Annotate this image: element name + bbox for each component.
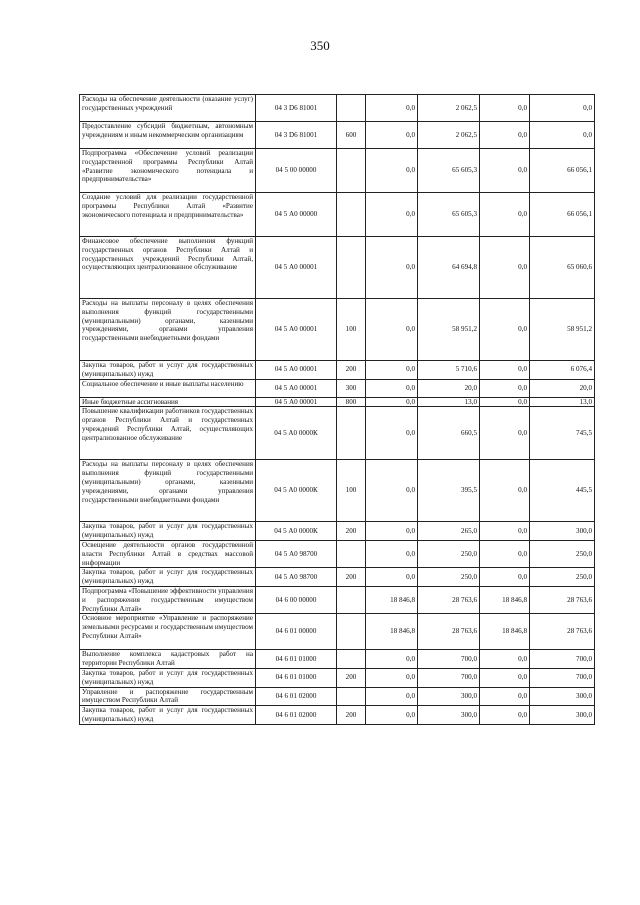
table-row [80,379,595,397]
table-row [80,407,595,460]
row-value-4: 300,0 [530,687,595,706]
row-value-2: 300,0 [418,706,480,725]
row-name: Финансовое обеспечение выполнения функций государственных органов Республики Алтай и государственных учреждений Республики Алтай, осуществляющих централизованное обслуживание [80,237,256,299]
row-name: Иные бюджетные ассигнования [80,397,256,407]
row-expense-type: 600 [337,122,366,149]
row-value-3: 0,0 [480,237,530,299]
row-value-1: 0,0 [366,379,418,397]
row-value-1: 0,0 [366,361,418,380]
row-value-2: 28 763,6 [418,614,480,650]
row-value-4: 745,5 [530,407,595,460]
row-value-1: 0,0 [366,122,418,149]
row-value-3: 0,0 [480,397,530,407]
row-value-2: 2 062,5 [418,122,480,149]
budget-table-body [80,95,595,725]
row-value-4: 66 056,1 [530,149,595,193]
row-value-3: 18 846,8 [480,614,530,650]
row-value-4: 28 763,6 [530,586,595,613]
row-expense-type [337,407,366,460]
row-expense-type [337,237,366,299]
row-program-code: 04 5 А0 0000К [256,407,337,460]
row-expense-type: 200 [337,568,366,587]
row-value-2: 265,0 [418,522,480,541]
row-program-code: 04 6 01 01000 [256,650,337,669]
row-value-3: 18 846,8 [480,586,530,613]
row-value-1: 0,0 [366,149,418,193]
row-value-2: 5 710,6 [418,361,480,380]
row-value-1: 0,0 [366,706,418,725]
row-value-4: 20,0 [530,379,595,397]
row-name: Создание условий для реализации государственной программы Республики Алтай «Развитие экономического потенциала и предпринимательства» [80,193,256,237]
row-value-3: 0,0 [480,95,530,122]
row-name: Предоставление субсидий бюджетным, автономным учреждениям и иным некоммерческим организациям [80,122,256,149]
row-expense-type: 200 [337,522,366,541]
row-program-code: 04 5 А0 00001 [256,237,337,299]
row-program-code: 04 3 D6 81001 [256,95,337,122]
row-name: Подпрограмма «Обеспечение условий реализации государственной программы Республики Алтай «Развитие экономического потенциала и предпринимательства» [80,149,256,193]
row-value-4: 250,0 [530,568,595,587]
row-value-1: 0,0 [366,650,418,669]
row-value-2: 64 694,8 [418,237,480,299]
row-value-1: 0,0 [366,668,418,687]
row-value-3: 0,0 [480,568,530,587]
row-value-4: 700,0 [530,668,595,687]
row-name: Повышение квалификации работников государственных органов Республики Алтай и государственных учреждений Республики Алтай, осуществляющих централизованное обслуживание [80,407,256,460]
row-value-1: 0,0 [366,540,418,567]
row-program-code: 04 5 А0 0000К [256,460,337,522]
row-value-2: 2 062,5 [418,95,480,122]
row-value-4: 28 763,6 [530,614,595,650]
row-program-code: 04 5 А0 00001 [256,361,337,380]
row-expense-type: 200 [337,361,366,380]
row-value-1: 0,0 [366,687,418,706]
row-value-2: 300,0 [418,687,480,706]
row-expense-type [337,540,366,567]
row-value-1: 0,0 [366,460,418,522]
row-value-1: 0,0 [366,397,418,407]
budget-table [79,94,595,725]
row-value-3: 0,0 [480,650,530,669]
row-value-2: 20,0 [418,379,480,397]
row-value-1: 18 846,8 [366,586,418,613]
row-expense-type: 200 [337,706,366,725]
row-value-4: 13,0 [530,397,595,407]
row-value-2: 660,5 [418,407,480,460]
row-value-1: 0,0 [366,568,418,587]
row-name: Расходы на выплаты персоналу в целях обеспечения выполнения функций государственными (муниципальными) органами, казенными учреждениями, органами управления государственными внебюджетными фондами [80,460,256,522]
row-value-3: 0,0 [480,361,530,380]
row-value-2: 250,0 [418,540,480,567]
table-row [80,397,595,407]
row-value-3: 0,0 [480,193,530,237]
row-program-code: 04 5 А0 00001 [256,379,337,397]
page-number: 350 [310,38,330,53]
row-name: Закупка товаров, работ и услуг для государственных (муниципальных) нужд [80,668,256,687]
table-row [80,299,595,361]
row-expense-type: 200 [337,668,366,687]
table-row [80,193,595,237]
table-row [80,706,595,725]
row-name: Выполнение комплекса кадастровых работ на территории Республики Алтай [80,650,256,669]
row-value-3: 0,0 [480,540,530,567]
row-program-code: 04 5 А0 98700 [256,540,337,567]
row-value-2: 13,0 [418,397,480,407]
row-value-2: 58 951,2 [418,299,480,361]
row-name: Закупка товаров, работ и услуг для государственных (муниципальных) нужд [80,706,256,725]
row-expense-type [337,193,366,237]
row-program-code: 04 6 01 02000 [256,706,337,725]
row-value-2: 250,0 [418,568,480,587]
row-value-1: 0,0 [366,522,418,541]
row-value-3: 0,0 [480,668,530,687]
row-expense-type [337,149,366,193]
row-expense-type [337,586,366,613]
row-value-4: 445,5 [530,460,595,522]
row-value-3: 0,0 [480,407,530,460]
table-row [80,668,595,687]
row-value-4: 0,0 [530,95,595,122]
row-value-4: 300,0 [530,522,595,541]
row-value-4: 250,0 [530,540,595,567]
row-value-2: 700,0 [418,668,480,687]
row-expense-type: 300 [337,379,366,397]
row-value-2: 65 605,3 [418,149,480,193]
row-program-code: 04 5 00 00000 [256,149,337,193]
row-program-code: 04 5 А0 0000К [256,522,337,541]
row-program-code: 04 3 D6 81001 [256,122,337,149]
row-program-code: 04 5 А0 00001 [256,299,337,361]
table-row [80,522,595,541]
row-value-1: 0,0 [366,95,418,122]
row-value-3: 0,0 [480,522,530,541]
row-expense-type: 100 [337,460,366,522]
row-value-1: 0,0 [366,237,418,299]
table-row [80,687,595,706]
row-expense-type [337,95,366,122]
row-expense-type: 800 [337,397,366,407]
row-value-3: 0,0 [480,299,530,361]
table-row [80,614,595,650]
row-value-1: 18 846,8 [366,614,418,650]
row-value-3: 0,0 [480,687,530,706]
table-row [80,568,595,587]
row-program-code: 04 5 А0 00000 [256,193,337,237]
table-row [80,361,595,380]
row-name: Управление и распоряжение государственным имуществом Республики Алтай [80,687,256,706]
row-program-code: 04 6 01 00000 [256,614,337,650]
row-name: Закупка товаров, работ и услуг для государственных (муниципальных) нужд [80,522,256,541]
table-row [80,586,595,613]
row-value-1: 0,0 [366,407,418,460]
row-expense-type [337,650,366,669]
row-value-4: 65 060,6 [530,237,595,299]
table-row [80,149,595,193]
row-value-3: 0,0 [480,706,530,725]
row-name: Социальное обеспечение и иные выплаты населению [80,379,256,397]
row-name: Освещение деятельности органов государственной власти Республики Алтай в средствах массовой информации [80,540,256,567]
row-program-code: 04 6 01 01000 [256,668,337,687]
row-program-code: 04 6 00 00000 [256,586,337,613]
row-expense-type: 100 [337,299,366,361]
row-value-4: 700,0 [530,650,595,669]
row-value-3: 0,0 [480,379,530,397]
table-row [80,122,595,149]
row-name: Расходы на обеспечение деятельности (оказание услуг) государственных учреждений [80,95,256,122]
row-value-4: 6 076,4 [530,361,595,380]
table-row [80,95,595,122]
table-row [80,650,595,669]
row-value-3: 0,0 [480,122,530,149]
row-program-code: 04 6 01 02000 [256,687,337,706]
row-name: Расходы на выплаты персоналу в целях обеспечения выполнения функций государственными (муниципальными) органами, казенными учреждениями, органами управления государственными внебюджетными фондами [80,299,256,361]
row-value-1: 0,0 [366,299,418,361]
row-expense-type [337,687,366,706]
row-name: Закупка товаров, работ и услуг для государственных (муниципальных) нужд [80,568,256,587]
row-value-2: 700,0 [418,650,480,669]
table-row [80,237,595,299]
row-value-2: 395,5 [418,460,480,522]
row-program-code: 04 5 А0 00001 [256,397,337,407]
table-row [80,460,595,522]
row-value-3: 0,0 [480,460,530,522]
row-value-2: 65 605,3 [418,193,480,237]
row-value-3: 0,0 [480,149,530,193]
row-value-4: 0,0 [530,122,595,149]
row-value-4: 300,0 [530,706,595,725]
row-value-4: 66 056,1 [530,193,595,237]
row-name: Подпрограмма «Повышение эффективности управления и распоряжения государственным имуществом Республики Алтай» [80,586,256,613]
row-expense-type [337,614,366,650]
row-name: Основное мероприятие «Управление и распоряжение земельными ресурсами и государственным имуществом Республики Алтай» [80,614,256,650]
table-row [80,540,595,567]
row-name: Закупка товаров, работ и услуг для государственных (муниципальных) нужд [80,361,256,380]
row-value-1: 0,0 [366,193,418,237]
row-program-code: 04 5 А0 98700 [256,568,337,587]
row-value-4: 58 951,2 [530,299,595,361]
row-value-2: 28 763,6 [418,586,480,613]
